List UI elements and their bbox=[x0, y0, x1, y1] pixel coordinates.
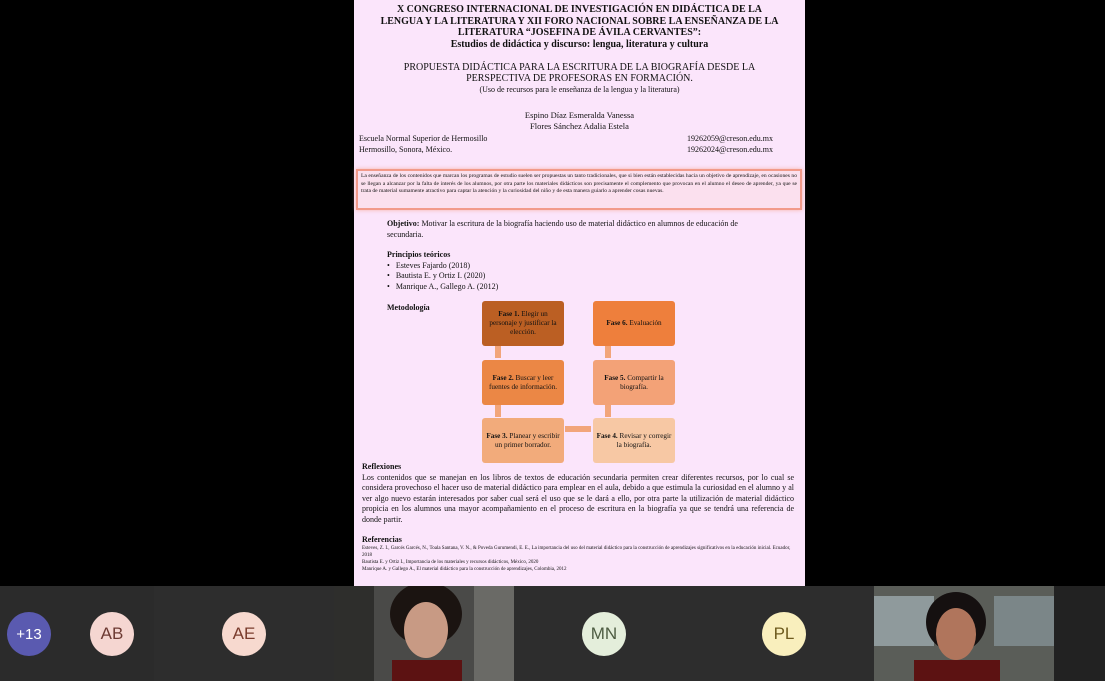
participant-video bbox=[334, 586, 514, 681]
flow-connector bbox=[605, 405, 611, 417]
principles-title: Principios teóricos bbox=[387, 250, 451, 259]
principle-item: • Manrique A., Gallego A. (2012) bbox=[387, 281, 499, 291]
proposal-line: PERSPECTIVA DE PROFESORAS EN FORMACIÓN. bbox=[466, 73, 693, 84]
strip-edge bbox=[1054, 586, 1105, 681]
method-title: Metodología bbox=[387, 303, 430, 312]
flow-connector bbox=[495, 346, 501, 358]
proposal-subtitle: (Uso de recursos para le enseñanza de la lengua y la literatura) bbox=[479, 85, 680, 94]
objective-label: Objetivo: bbox=[387, 219, 420, 228]
flow-connector bbox=[495, 405, 501, 417]
more-participants-badge[interactable]: +13 bbox=[7, 612, 51, 656]
principle-item: • Bautista E. y Ortiz I. (2020) bbox=[387, 271, 486, 280]
phase-3-box: Fase 3. Planear y escribir un primer borrador. bbox=[482, 418, 564, 463]
flow-connector bbox=[605, 346, 611, 358]
reflections-text: Los contenidos que se manejan en los libros de textos de educación secundaria permiten crear diferentes recursos, por lo cual se considera provechoso el hacer uso de material didáctico para emplear en el aula, debido a que estimula la curiosidad en el alumno y al ver algo nuevo estarán interesados por saber cual será el uso que se le dará a ello, por otra parte la utilización de material didáctico propicia en los alumnos una mayor acompañamiento en el proceso de escritura en la biografía ya que se tendrá una referencia de donde partir. bbox=[362, 472, 794, 524]
header-line: X CONGRESO INTERNACIONAL DE INVESTIGACIÓN EN DIDÁCTICA DE LA bbox=[396, 4, 763, 15]
flow-connector bbox=[565, 426, 591, 432]
participant-avatar: AB bbox=[90, 612, 134, 656]
participant-avatar: MN bbox=[582, 612, 626, 656]
objective bbox=[387, 219, 767, 240]
email: 19262024@creson.edu.mx bbox=[687, 145, 774, 154]
abstract-box: La enseñanza de los contenidos que marcan los programas de estudio suelen ser propuestas un tanto tradicionales, que si bien están establecidas hacia un objetivo de aprendizaje, en ocasiones no se llegan a alcanzar por la falta de interés de los alumnos, por otra parte los materiales didácticos son precisamente el complemento que provocan en el alumno el deseo de aprender, ya que se trata de material sumamente atractivo para captar la atención y la curiosidad del niño y de esta manera guiarlo a aprender cosas nuevas. bbox=[356, 169, 802, 210]
reference-item: Esteves, Z. I., Garcés Garcés, N., Toala Santana, V. N., & Poveda Gurumendi, E. E., La importancia del uso del material didáctico para la construcción de aprendizajes significativos en la educación inicial. Ecuador, 2018 bbox=[362, 546, 791, 558]
references-list bbox=[362, 545, 794, 573]
principles bbox=[387, 250, 498, 292]
email: 19262059@creson.edu.mx bbox=[687, 134, 774, 143]
proposal-line: PROPUESTA DIDÁCTICA PARA LA ESCRITURA DE LA BIOGRAFÍA DESDE LA bbox=[403, 62, 756, 73]
reflections bbox=[362, 462, 794, 525]
participant-tile[interactable] bbox=[154, 586, 334, 681]
phase-4-box: Fase 4. Revisar y corregir la biografía. bbox=[593, 418, 675, 463]
participant-tile-group[interactable] bbox=[0, 586, 154, 681]
phase-1-box: Fase 1. Elegir un personaje y justificar la elección. bbox=[482, 301, 564, 346]
header-line: Estudios de didáctica y discurso: lengua, literatura y cultura bbox=[450, 38, 709, 50]
participant-video bbox=[874, 586, 1054, 681]
reflections-title: Reflexiones bbox=[362, 462, 402, 471]
references-title: Referencias bbox=[362, 535, 402, 544]
participant-tile[interactable] bbox=[514, 586, 694, 681]
principle-item: • Esteves Fajardo (2018) bbox=[387, 260, 471, 270]
institution-line: Hermosillo, Sonora, México. bbox=[359, 145, 453, 154]
header-line: LENGUA Y LA LITERATURA Y XII FORO NACIONAL SOBRE LA ENSEÑANZA DE LA bbox=[380, 15, 779, 27]
reference-item: Bautista E. y Ortiz I., Importancia de los materiales y recursos didácticos, México, 2020 bbox=[362, 560, 539, 565]
emails bbox=[687, 133, 773, 155]
participant-video-tile[interactable] bbox=[874, 586, 1054, 681]
authors bbox=[354, 110, 805, 132]
congress-title bbox=[354, 4, 805, 50]
header-line: LITERATURA “JOSEFINA DE ÁVILA CERVANTES”: bbox=[457, 27, 702, 38]
institution-line: Escuela Normal Superior de Hermosillo bbox=[359, 134, 488, 143]
participant-avatar: PL bbox=[762, 612, 806, 656]
phase-2-box: Fase 2. Buscar y leer fuentes de información. bbox=[482, 360, 564, 405]
author-name: Flores Sánchez Adalia Estela bbox=[530, 121, 629, 131]
phase-5-box: Fase 5. Compartir la biografía. bbox=[593, 360, 675, 405]
author-name: Espino Díaz Esmeralda Vanessa bbox=[524, 110, 635, 120]
institution bbox=[359, 133, 487, 155]
participant-tile[interactable] bbox=[694, 586, 874, 681]
reference-item: Manrique A. y Gallego A., El material didáctico para la construcción de aprendizajes, Colombia, 2012 bbox=[362, 567, 567, 572]
phase-6-box: Fase 6. Evaluación bbox=[593, 301, 675, 346]
participant-avatar: AE bbox=[222, 612, 266, 656]
objective-text: Motivar la escritura de la biografía haciendo uso de material didáctico en alumnos de educación de secundaria. bbox=[387, 219, 738, 239]
shared-poster bbox=[354, 0, 805, 586]
proposal-title bbox=[354, 62, 805, 95]
participant-video-tile[interactable] bbox=[334, 586, 514, 681]
